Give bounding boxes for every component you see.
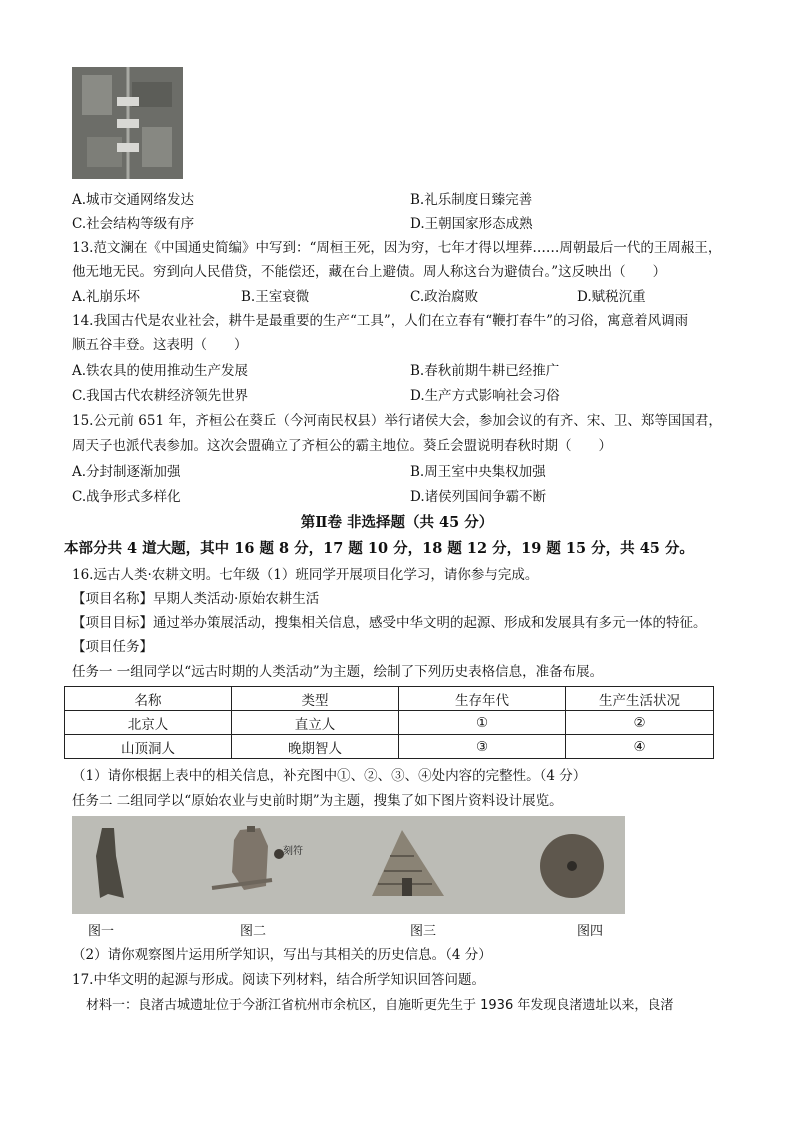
q12-option-c: C.社会结构等级有序 <box>72 216 195 232</box>
q12-option-b: B.礼乐制度日臻完善 <box>410 192 533 208</box>
table-cell: 北京人 <box>65 711 232 735</box>
q16-task1: 任务一 一组同学以“远古时期的人类活动”为主题，绘制了下列历史表格信息，准备布展。 <box>72 664 604 680</box>
q13-option-d: D.赋税沉重 <box>577 289 646 305</box>
table-header: 生产生活状况 <box>566 687 714 711</box>
q16-task2: 任务二 二组同学以“原始农业与史前时期”为主题，搜集了如下图片资料设计展览。 <box>72 793 563 809</box>
q16-project-task: 【项目任务】 <box>72 639 153 655</box>
history-table <box>64 686 714 759</box>
q15-option-b: B.周王室中央集权加强 <box>410 464 546 480</box>
q12-option-a: A.城市交通网络发达 <box>72 192 195 208</box>
table-header: 名称 <box>65 687 232 711</box>
figure-label-carving: 刻符 <box>283 846 303 857</box>
q14-option-d: D.生产方式影响社会习俗 <box>410 388 560 404</box>
q15-option-c: C.战争形式多样化 <box>72 489 181 505</box>
q13-option-a: A.礼崩乐坏 <box>72 289 141 305</box>
artifact-figures-drawing <box>72 816 625 914</box>
q14-option-b: B.春秋前期牛耕已经推广 <box>410 363 560 379</box>
artifact-figures <box>72 816 625 914</box>
q14-option-a: A.铁农具的使用推动生产发展 <box>72 363 249 379</box>
table-cell: ③ <box>399 735 566 759</box>
table-cell: 山顶洞人 <box>65 735 232 759</box>
q17-material1: 材料一：良渚古城遗址位于今浙江省杭州市余杭区，自施昕更先生于 1936 年发现良渚遗址以来，良渚 <box>86 998 674 1013</box>
map-photo <box>72 67 183 179</box>
table-header: 生存年代 <box>399 687 566 711</box>
table-row <box>65 711 714 735</box>
q16-project-goal: 【项目目标】通过举办策展活动，搜集相关信息，感受中华文明的起源、形成和发展具有多元一体的特征。 <box>72 615 707 631</box>
figure-caption: 图四 <box>577 924 604 939</box>
q16-stem: 16.远古人类·农耕文明。七年级（1）班同学开展项目化学习，请你参与完成。 <box>72 567 539 583</box>
q15-option-d: D.诸侯列国间争霸不断 <box>410 489 547 505</box>
figure-caption: 图一 <box>88 924 115 939</box>
q13-option-c: C.政治腐败 <box>410 289 479 305</box>
table-row <box>65 735 714 759</box>
q13-stem-line1: 13.范文澜在《中国通史简编》中写到：“周桓王死，因为穷，七年才得以埋葬……周朝最后一代的王周赧王， <box>72 240 722 256</box>
q16-project-name: 【项目名称】早期人类活动·原始农耕生活 <box>72 591 320 607</box>
table-header: 类型 <box>232 687 399 711</box>
q15-stem-line1: 15.公元前 651 年，齐桓公在葵丘（今河南民权县）举行诸侯大会，参加会议的有齐、宋、卫、郑等国国君， <box>72 413 722 429</box>
table-cell: 晚期智人 <box>232 735 399 759</box>
figure-caption: 图三 <box>410 924 437 939</box>
q16-sub1: （1）请你根据上表中的相关信息，补充图中①、②、③、④处内容的完整性。（4 分） <box>72 768 587 784</box>
q15-option-a: A.分封制逐渐加强 <box>72 464 181 480</box>
map-photo-drawing <box>72 67 183 179</box>
table-cell: 直立人 <box>232 711 399 735</box>
q17-stem: 17.中华文明的起源与形成。阅读下列材料，结合所学知识回答问题。 <box>72 972 485 988</box>
part2-title: 第Ⅱ卷 非选择题（共 45 分） <box>300 514 494 531</box>
table-cell: ④ <box>566 735 714 759</box>
q16-sub2: （2）请你观察图片运用所学知识，写出与其相关的历史信息。（4 分） <box>72 947 492 963</box>
q13-stem-line2: 他无地无民。穷到向人民借贷，不能偿还，藏在台上避债。周人称这台为避债台。”这反映出（ ） <box>72 264 667 280</box>
part2-intro: 本部分共 4 道大题，其中 16 题 8 分，17 题 10 分，18 题 12 分，19 题 15 分，共 45 分。 <box>64 540 694 557</box>
table-cell: ① <box>399 711 566 735</box>
q14-stem-line2: 顺五谷丰登。这表明（ ） <box>72 337 248 353</box>
q14-stem-line1: 14.我国古代是农业社会，耕牛是最重要的生产“工具”，人们在立春有“鞭打春牛”的习俗，寓意着风调雨 <box>72 313 689 329</box>
q14-option-c: C.我国古代农耕经济领先世界 <box>72 388 249 404</box>
q13-option-b: B.王室衰微 <box>241 289 310 305</box>
q12-option-d: D.王朝国家形态成熟 <box>410 216 533 232</box>
table-header-row <box>65 687 714 711</box>
table-cell: ② <box>566 711 714 735</box>
q15-stem-line2: 周天子也派代表参加。这次会盟确立了齐桓公的霸主地位。葵丘会盟说明春秋时期（ ） <box>72 438 612 454</box>
figure-caption: 图二 <box>240 924 267 939</box>
